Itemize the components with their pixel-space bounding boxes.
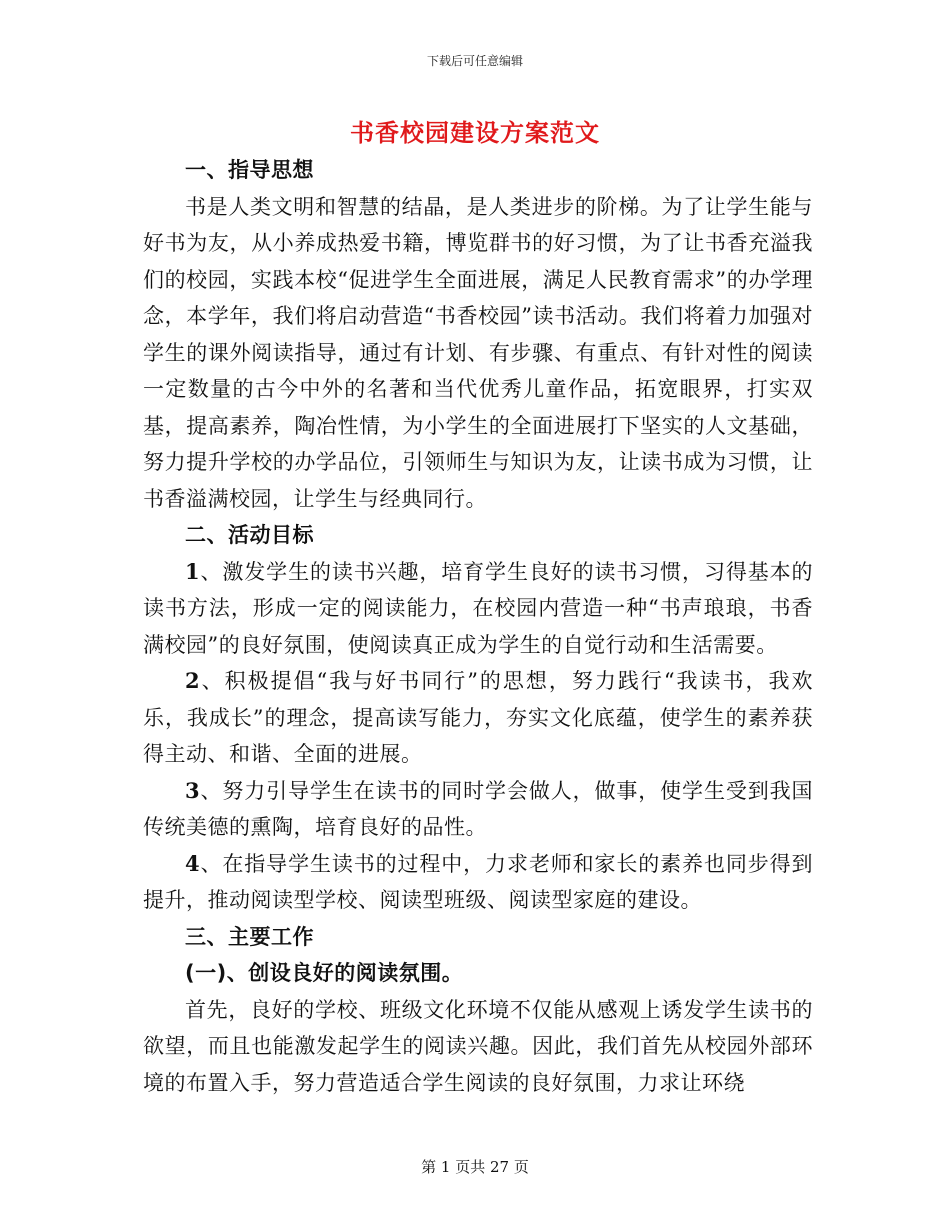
goal-item xyxy=(143,846,813,919)
section-heading-main-work: 三、主要工作 xyxy=(185,924,314,949)
page-footer: 第 1 页共 27 页 xyxy=(421,1158,529,1176)
goal-text: 、积极提倡“我与好书同行”的思想，努力践行“我读书，我欢乐，我成长”的理念，提高读写能力，夯实文化底蕴，使学生的素养获得主动、和谐、全面的进展。 xyxy=(143,669,813,766)
goal-number: 1 xyxy=(185,558,201,584)
goal-item xyxy=(143,554,813,664)
paragraph-atmosphere: 首先，良好的学校、班级文化环境不仅能从感观上诱发学生读书的欲望，而且也能激发起学生的阅读兴趣。因此，我们首先从校园外部环境的布置入手，努力营造适合学生阅读的良好氛围，力求让环绕 xyxy=(143,997,813,1095)
goal-text: 、努力引导学生在读书的同时学会做人，做事，使学生受到我国传统美德的熏陶，培育良好的品性。 xyxy=(143,778,813,839)
goal-number: 2 xyxy=(185,668,201,693)
goal-item xyxy=(143,663,813,773)
goal-text: 、激发学生的读书兴趣，培育学生良好的读书习惯，习得基本的读书方法，形成一定的阅读能力，在校园内营造一种“书声琅琅，书香满校园”的良好氛围，使阅读真正成为学生的自觉行动和生活需要。 xyxy=(143,559,813,657)
subsection-heading-atmosphere: (一)、创设良好的阅读氛围。 xyxy=(185,961,464,985)
goal-item xyxy=(143,773,813,846)
paragraph-guiding-thought: 书是人类文明和智慧的结晶，是人类进步的阶梯。为了让学生能与好书为友，从小养成热爱书籍，博览群书的好习惯，为了让书香充溢我们的校园，实践本校“促进学生全面进展，满足人民教育需求”的办学理念，本学年，我们将启动营造“书香校园”读书活动。我们将着力加强对学生的课外阅读指导，通过有计划、有步骤、有重点、有针对性的阅读一定数量的古今中外的名著和当代优秀儿童作品，拓宽眼界，打实双基，提高素养，陶冶性情，为小学生的全面进展打下坚实的人文基础，努力提升学校的办学品位，引领师生与知识为友，让读书成为习惯，让书香溢满校园，让学生与经典同行。 xyxy=(143,194,813,511)
header-note: 下载后可任意编辑 xyxy=(426,54,523,68)
goal-number: 4 xyxy=(185,850,201,876)
document-title: 书香校园建设方案范文 xyxy=(350,118,600,147)
section-heading-goals: 二、活动目标 xyxy=(185,523,314,547)
section-heading-guiding-thought: 一、指导思想 xyxy=(185,158,314,182)
document-body xyxy=(143,152,813,1101)
goal-number: 3 xyxy=(185,777,201,803)
goal-text: 、在指导学生读书的过程中，力求老师和家长的素养也同步得到提升，推动阅读型学校、阅读型班级、阅读型家庭的建设。 xyxy=(143,851,813,912)
